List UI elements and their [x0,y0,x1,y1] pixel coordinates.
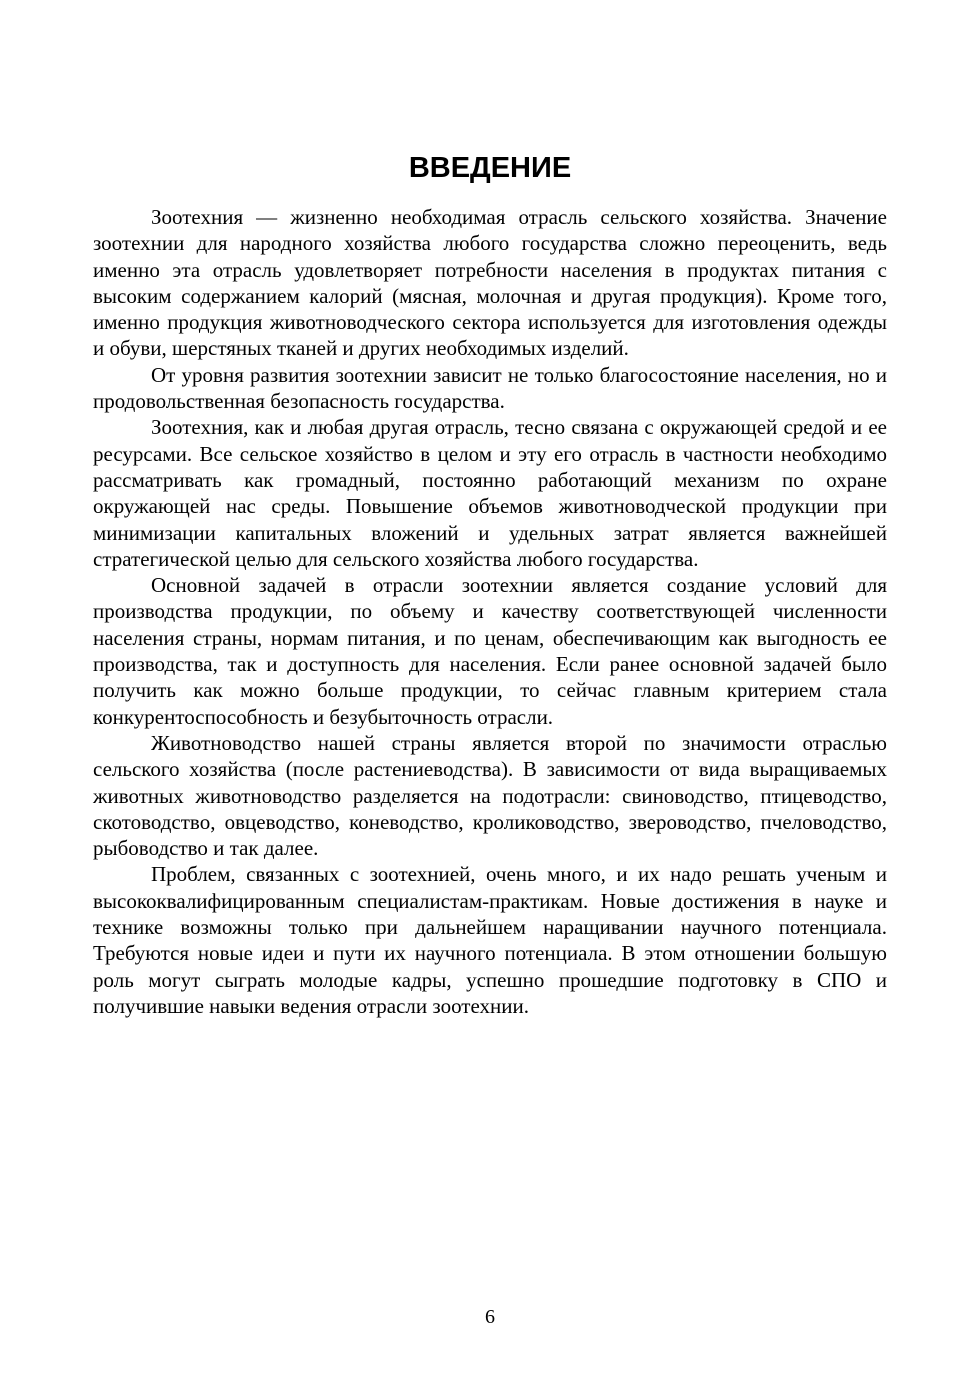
body-text [93,204,887,1019]
paragraph-2: От уровня развития зоотехнии зависит не только благосостояние населения, но и продовольственная безопасность государства. [93,362,887,414]
paragraph-5: Животноводство нашей страны является второй по значимости отраслью сельского хозяйства (после растениеводства). В зависимости от вида выращиваемых животных животноводство разделяется на подотрасли: свиноводство, птицеводство, скотоводство, овцеводство, коневодство, кролиководство, звероводство, пчеловодство, рыбоводство и так далее. [93,730,887,861]
paragraph-4: Основной задачей в отрасли зоотехнии является создание условий для производства продукции, по объему и качеству соответствующей численности населения страны, нормам питания, и по ценам, обеспечивающим как выгодность ее производства, так и доступность для населения. Если ранее основной задачей было получить как можно больше продукции, то сейчас главным критерием стала конкурентоспособность и безубыточность отрасли. [93,573,887,729]
paragraph-1: Зоотехния — жизненно необходимая отрасль сельского хозяйства. Значение зоотехнии для народного хозяйства любого государства сложно переоценить, ведь именно эта отрасль удовлетворяет потребности населения в продуктах питания с высоким содержанием калорий (мясная, молочная и другая продукция). Кроме того, именно продукция животноводческого сектора используется для изготовления одежды и обуви, шерстяных тканей и других необходимых изделий. [93,205,887,361]
page-title: ВВЕДЕНИЕ [408,152,572,184]
page-number: 6 [485,1306,495,1328]
paragraph-3: Зоотехния, как и любая другая отрасль, тесно связана с окружающей средой и ее ресурсами. Все сельское хозяйство в целом и эту его отрасль в частности необходимо рассматривать как громадный, постоянно работающий механизм по охране окружающей нас среды. Повышение объемов животноводческой продукции при минимизации капитальных вложений и удельных затрат является важнейшей стратегической целью для сельского хозяйства любого государства. [93,415,887,571]
paragraph-6: Проблем, связанных с зоотехнией, очень много, и их надо решать ученым и высококвалифицированным специалистам-практикам. Новые достижения в науке и технике возможны только при дальнейшем наращивании научного потенциала. Требуются новые идеи и пути их научного потенциала. В этом отношении большую роль могут сыграть молодые кадры, успешно прошедшие подготовку в СПО и получившие навыки ведения отрасли зоотехнии. [93,862,887,1018]
